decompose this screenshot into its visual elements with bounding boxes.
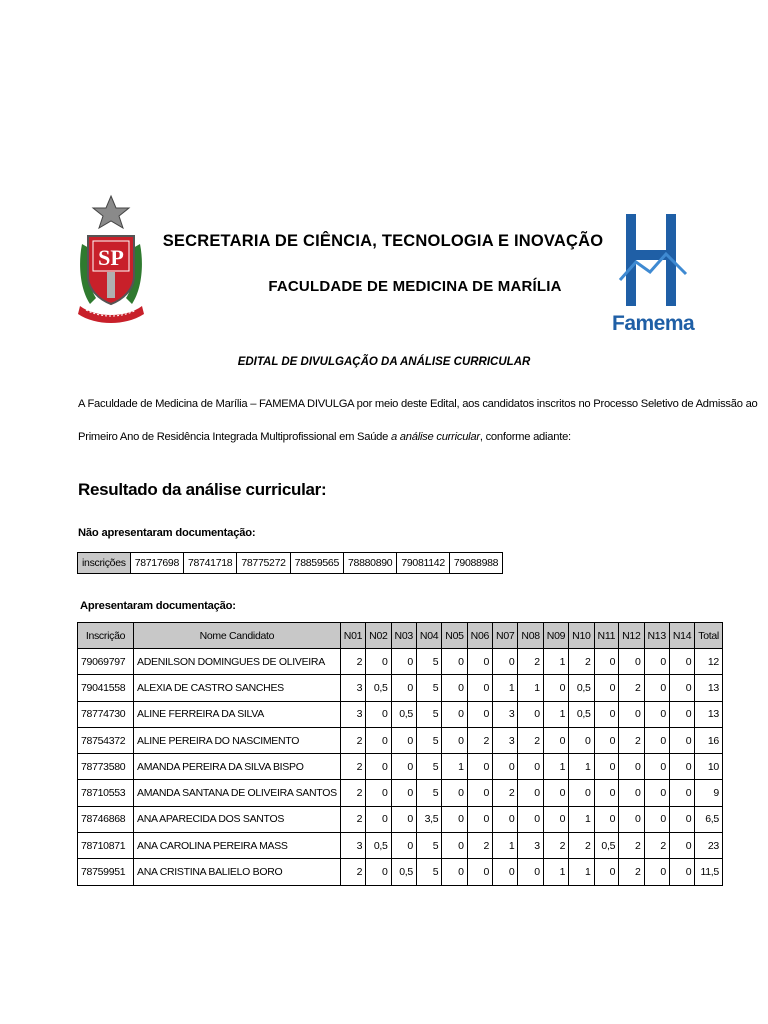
column-header: N14 xyxy=(669,623,694,649)
total-cell: 12 xyxy=(695,649,723,675)
score-cell: 1 xyxy=(493,675,518,701)
no-docs-id: 78775272 xyxy=(237,553,290,574)
column-header: N13 xyxy=(644,623,669,649)
inscricao-cell: 78773580 xyxy=(78,754,134,780)
score-cell: 0,5 xyxy=(391,701,416,727)
score-cell: 2 xyxy=(619,675,644,701)
score-cell: 5 xyxy=(416,675,441,701)
score-cell: 0 xyxy=(366,727,391,753)
sao-paulo-coat-of-arms-icon xyxy=(76,194,146,334)
score-cell: 0 xyxy=(518,859,543,885)
score-cell: 0 xyxy=(493,859,518,885)
score-cell: 1 xyxy=(543,754,568,780)
header-title: SECRETARIA DE CIÊNCIA, TECNOLOGIA E INOVAÇÃO xyxy=(162,232,604,250)
total-cell: 6,5 xyxy=(695,806,723,832)
table-row xyxy=(78,701,723,727)
score-cell: 0 xyxy=(442,701,467,727)
score-cell: 0 xyxy=(543,675,568,701)
nome-cell: ANA CRISTINA BALIELO BORO xyxy=(134,859,341,885)
score-cell: 0 xyxy=(669,727,694,753)
score-cell: 0 xyxy=(594,675,619,701)
score-cell: 0 xyxy=(669,754,694,780)
score-cell: 0 xyxy=(442,806,467,832)
nome-cell: AMANDA PEREIRA DA SILVA BISPO xyxy=(134,754,341,780)
column-header: N04 xyxy=(416,623,441,649)
column-header: N10 xyxy=(569,623,594,649)
score-cell: 0 xyxy=(594,649,619,675)
score-cell: 0 xyxy=(543,780,568,806)
score-cell: 0 xyxy=(366,649,391,675)
column-header: N11 xyxy=(594,623,619,649)
score-cell: 0 xyxy=(644,859,669,885)
score-cell: 0 xyxy=(493,806,518,832)
no-docs-id: 79081142 xyxy=(397,553,450,574)
column-header: N03 xyxy=(391,623,416,649)
column-header: N05 xyxy=(442,623,467,649)
score-cell: 0 xyxy=(644,675,669,701)
score-cell: 0,5 xyxy=(569,701,594,727)
nome-cell: ALINE FERREIRA DA SILVA xyxy=(134,701,341,727)
no-docs-id: 78717698 xyxy=(130,553,183,574)
score-cell: 0 xyxy=(644,727,669,753)
column-header: N08 xyxy=(518,623,543,649)
inscricao-cell: 78746868 xyxy=(78,806,134,832)
score-cell: 0 xyxy=(669,649,694,675)
total-cell: 10 xyxy=(695,754,723,780)
column-header: N07 xyxy=(493,623,518,649)
score-cell: 1 xyxy=(518,675,543,701)
score-cell: 0 xyxy=(442,727,467,753)
no-docs-title: Não apresentaram documentação: xyxy=(78,527,256,539)
column-header: N12 xyxy=(619,623,644,649)
table-row xyxy=(78,806,723,832)
score-cell: 0 xyxy=(569,780,594,806)
nome-cell: ANA CAROLINA PEREIRA MASS xyxy=(134,833,341,859)
score-cell: 0 xyxy=(619,806,644,832)
no-docs-id: 78859565 xyxy=(290,553,343,574)
score-cell: 2 xyxy=(340,806,365,832)
intro-line-1: A Faculdade de Medicina de Marília – FAMEMA DIVULGA por meio deste Edital, aos candidatos inscritos no Processo Seletivo de Admissão ao xyxy=(78,398,758,410)
score-cell: 0,5 xyxy=(391,859,416,885)
score-cell: 0 xyxy=(669,859,694,885)
score-cell: 0 xyxy=(467,859,492,885)
column-header: Nome Candidato xyxy=(134,623,341,649)
table-row xyxy=(78,727,723,753)
score-cell: 0 xyxy=(644,780,669,806)
no-docs-label: inscrições xyxy=(78,553,131,574)
score-cell: 0 xyxy=(619,649,644,675)
score-cell: 0 xyxy=(594,780,619,806)
score-cell: 0 xyxy=(442,780,467,806)
table-row xyxy=(78,754,723,780)
score-cell: 3 xyxy=(493,701,518,727)
score-cell: 0 xyxy=(442,859,467,885)
score-cell: 0 xyxy=(442,649,467,675)
score-cell: 2 xyxy=(569,833,594,859)
inscricao-cell: 78759951 xyxy=(78,859,134,885)
table-row xyxy=(78,675,723,701)
score-cell: 0 xyxy=(518,806,543,832)
score-cell: 0 xyxy=(644,701,669,727)
score-cell: 0 xyxy=(467,754,492,780)
score-cell: 0 xyxy=(619,754,644,780)
column-header: N09 xyxy=(543,623,568,649)
score-cell: 0 xyxy=(543,806,568,832)
score-cell: 0 xyxy=(366,701,391,727)
score-cell: 0 xyxy=(391,649,416,675)
score-cell: 0 xyxy=(619,701,644,727)
inscricao-cell: 78754372 xyxy=(78,727,134,753)
column-header: N06 xyxy=(467,623,492,649)
intro-line-2-italic: a análise curricular xyxy=(390,431,480,443)
score-cell: 1 xyxy=(543,859,568,885)
score-cell: 2 xyxy=(340,754,365,780)
column-header: N01 xyxy=(340,623,365,649)
score-cell: 2 xyxy=(619,727,644,753)
score-cell: 0 xyxy=(644,806,669,832)
score-cell: 0 xyxy=(391,780,416,806)
score-cell: 0 xyxy=(669,780,694,806)
score-cell: 0 xyxy=(366,754,391,780)
inscricao-cell: 79069797 xyxy=(78,649,134,675)
inscricao-cell: 78710553 xyxy=(78,780,134,806)
score-cell: 2 xyxy=(467,833,492,859)
results-body xyxy=(78,649,723,886)
column-header: Inscrição xyxy=(78,623,134,649)
total-cell: 16 xyxy=(695,727,723,753)
score-cell: 2 xyxy=(467,727,492,753)
score-cell: 0,5 xyxy=(366,675,391,701)
score-cell: 2 xyxy=(340,859,365,885)
table-row xyxy=(78,780,723,806)
intro-line-2-start: Primeiro Ano de Residência Integrada Multiprofissional em Saúde xyxy=(78,431,391,443)
score-cell: 5 xyxy=(416,780,441,806)
score-cell: 0 xyxy=(543,727,568,753)
score-cell: 0 xyxy=(493,754,518,780)
nome-cell: ALEXIA DE CASTRO SANCHES xyxy=(134,675,341,701)
score-cell: 3,5 xyxy=(416,806,441,832)
score-cell: 2 xyxy=(518,727,543,753)
score-cell: 1 xyxy=(569,859,594,885)
score-cell: 0 xyxy=(669,675,694,701)
table-row xyxy=(78,859,723,885)
score-cell: 0 xyxy=(467,649,492,675)
score-cell: 0 xyxy=(467,806,492,832)
score-cell: 0 xyxy=(366,806,391,832)
section-title: Resultado da análise curricular: xyxy=(78,480,327,499)
score-cell: 5 xyxy=(416,754,441,780)
inscricao-cell: 78774730 xyxy=(78,701,134,727)
score-cell: 5 xyxy=(416,727,441,753)
score-cell: 3 xyxy=(340,833,365,859)
score-cell: 0 xyxy=(644,649,669,675)
score-cell: 0 xyxy=(594,806,619,832)
column-header: N02 xyxy=(366,623,391,649)
score-cell: 0 xyxy=(366,859,391,885)
score-cell: 1 xyxy=(569,806,594,832)
total-cell: 11,5 xyxy=(695,859,723,885)
total-cell: 23 xyxy=(695,833,723,859)
no-docs-id: 79088988 xyxy=(449,553,502,574)
no-docs-table xyxy=(77,552,503,574)
nome-cell: ANA APARECIDA DOS SANTOS xyxy=(134,806,341,832)
score-cell: 2 xyxy=(543,833,568,859)
famema-logo-text: Famema xyxy=(612,312,695,335)
score-cell: 1 xyxy=(493,833,518,859)
score-cell: 0 xyxy=(467,701,492,727)
score-cell: 0 xyxy=(391,675,416,701)
score-cell: 0 xyxy=(391,727,416,753)
score-cell: 0 xyxy=(594,701,619,727)
with-docs-title: Apresentaram documentação: xyxy=(80,600,236,612)
score-cell: 0 xyxy=(366,780,391,806)
intro-line-2 xyxy=(78,431,571,443)
table-row xyxy=(78,649,723,675)
intro-line-2-end: , conforme adiante: xyxy=(479,431,571,443)
no-docs-id: 78880890 xyxy=(344,553,397,574)
score-cell: 0 xyxy=(467,780,492,806)
score-cell: 5 xyxy=(416,649,441,675)
header-subtitle: FACULDADE DE MEDICINA DE MARÍLIA xyxy=(268,278,562,295)
total-cell: 9 xyxy=(695,780,723,806)
score-cell: 2 xyxy=(340,649,365,675)
no-docs-id: 78741718 xyxy=(184,553,237,574)
score-cell: 3 xyxy=(518,833,543,859)
edital-title: EDITAL DE DIVULGAÇÃO DA ANÁLISE CURRICULAR xyxy=(237,356,531,368)
score-cell: 5 xyxy=(416,859,441,885)
score-cell: 3 xyxy=(340,701,365,727)
score-cell: 0 xyxy=(594,754,619,780)
score-cell: 0 xyxy=(442,675,467,701)
table-row xyxy=(78,833,723,859)
sp-logo-text: SP xyxy=(98,245,124,270)
score-cell: 2 xyxy=(619,859,644,885)
score-cell: 2 xyxy=(340,727,365,753)
score-cell: 3 xyxy=(340,675,365,701)
score-cell: 1 xyxy=(543,701,568,727)
results-header-row xyxy=(78,623,723,649)
score-cell: 2 xyxy=(619,833,644,859)
nome-cell: AMANDA SANTANA DE OLIVEIRA SANTOS xyxy=(134,780,341,806)
score-cell: 0 xyxy=(467,675,492,701)
score-cell: 0 xyxy=(391,806,416,832)
total-cell: 13 xyxy=(695,675,723,701)
score-cell: 1 xyxy=(442,754,467,780)
score-cell: 0 xyxy=(569,727,594,753)
score-cell: 0 xyxy=(669,806,694,832)
score-cell: 1 xyxy=(569,754,594,780)
nome-cell: ALINE PEREIRA DO NASCIMENTO xyxy=(134,727,341,753)
score-cell: 5 xyxy=(416,701,441,727)
score-cell: 2 xyxy=(518,649,543,675)
score-cell: 0 xyxy=(391,754,416,780)
total-cell: 13 xyxy=(695,701,723,727)
score-cell: 0,5 xyxy=(569,675,594,701)
score-cell: 5 xyxy=(416,833,441,859)
no-docs-row xyxy=(78,553,503,574)
score-cell: 0 xyxy=(594,859,619,885)
score-cell: 0 xyxy=(669,701,694,727)
score-cell: 2 xyxy=(644,833,669,859)
score-cell: 0 xyxy=(518,701,543,727)
nome-cell: ADENILSON DOMINGUES DE OLIVEIRA xyxy=(134,649,341,675)
inscricao-cell: 79041558 xyxy=(78,675,134,701)
score-cell: 0 xyxy=(669,833,694,859)
score-cell: 0,5 xyxy=(366,833,391,859)
score-cell: 0 xyxy=(442,833,467,859)
inscricao-cell: 78710871 xyxy=(78,833,134,859)
score-cell: 0 xyxy=(518,754,543,780)
score-cell: 0,5 xyxy=(594,833,619,859)
score-cell: 1 xyxy=(543,649,568,675)
score-cell: 0 xyxy=(493,649,518,675)
score-cell: 0 xyxy=(619,780,644,806)
score-cell: 2 xyxy=(340,780,365,806)
column-header: Total xyxy=(695,623,723,649)
score-cell: 3 xyxy=(493,727,518,753)
score-cell: 2 xyxy=(493,780,518,806)
score-cell: 2 xyxy=(569,649,594,675)
score-cell: 0 xyxy=(644,754,669,780)
score-cell: 0 xyxy=(391,833,416,859)
score-cell: 0 xyxy=(518,780,543,806)
score-cell: 0 xyxy=(594,727,619,753)
results-table xyxy=(77,622,723,886)
